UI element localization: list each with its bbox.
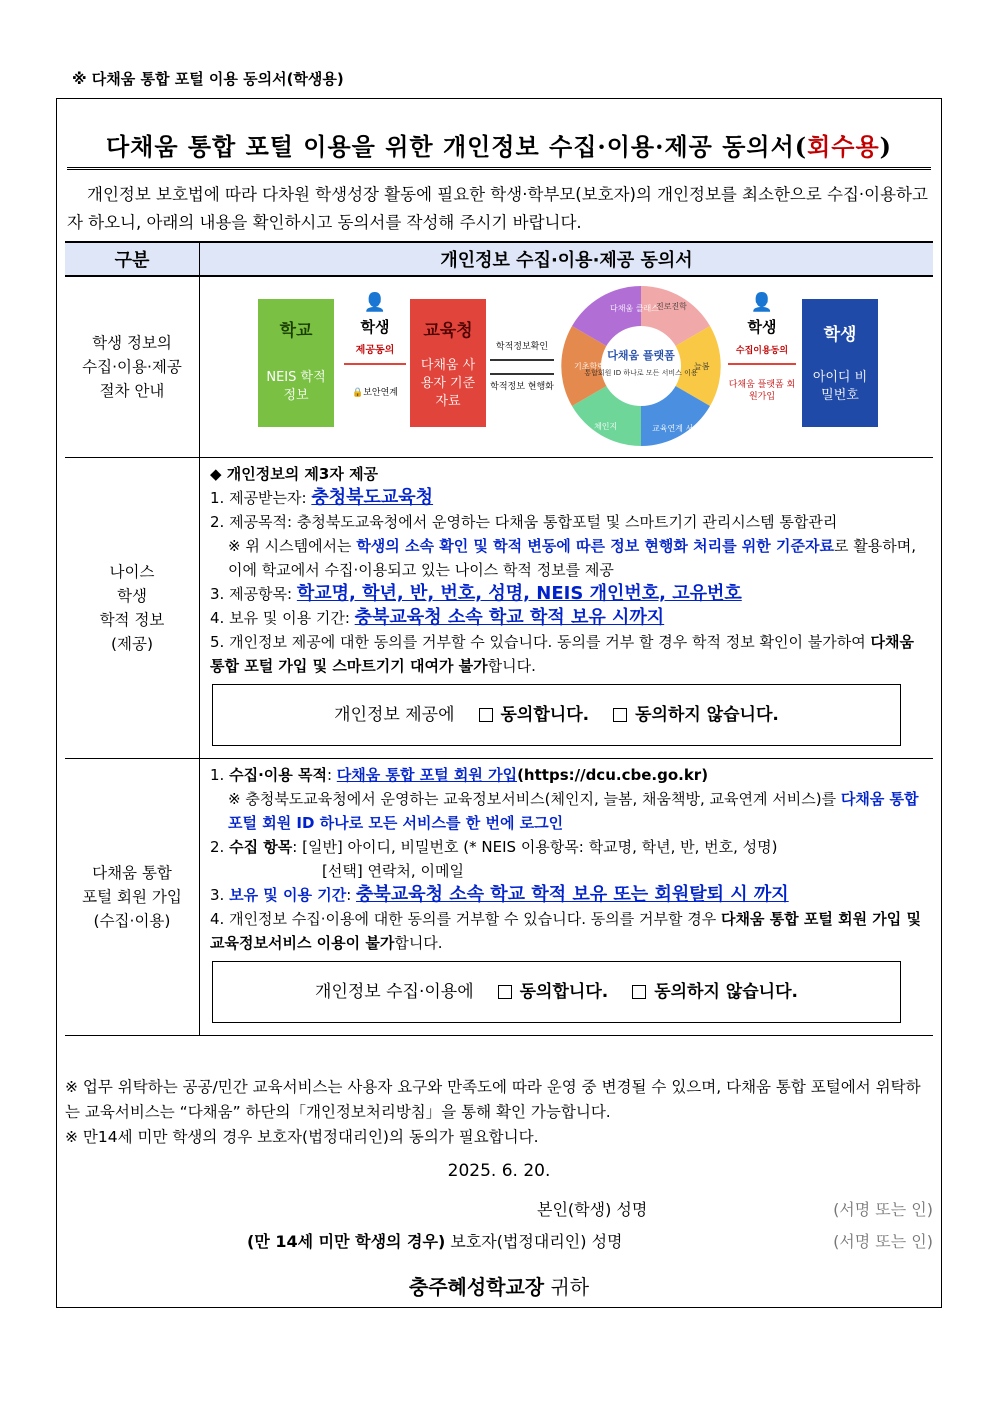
title-red: 회수용 [807, 132, 880, 161]
addressee: 충주혜성학교장 귀하 [408, 1275, 590, 1299]
svg-text:통합회원 ID 하나로 모든 서비스 이용: 통합회원 ID 하나로 모든 서비스 이용 [584, 369, 698, 377]
consent-form [56, 98, 942, 1308]
guardian-signature-line: (만 14세 미만 학생의 경우) 보호자(법정대리인) 성명 [247, 1232, 623, 1251]
svg-text:교육연계 서비스: 교육연계 서비스 [652, 424, 709, 433]
lock-icon: 🔒보안연계 [352, 388, 398, 398]
footnotes: ※ 업무 위탁하는 공공/민간 교육서비스는 사용자 요구와 만족도에 따라 운영 중 변경될 수 있으며, 다채움 통합 포털에서 위탁하는 교육서비스는 “다채움” 하단의「개인정보처리방침」을 통해 확인 가능합니다. ※ 만14세 미만 학생의 경우 보호자(법정대리인)의 동의가 필요합니다. [65, 1078, 921, 1146]
provision-disagree-checkbox[interactable]: 동의하지 않습니다. [613, 703, 779, 727]
row1-label: 학생 정보의 수집·이용·제공 절차 안내 [65, 276, 200, 458]
svg-text:다채움 클래스: 다채움 클래스 [610, 304, 659, 313]
svg-text:진로진학: 진로진학 [656, 302, 687, 311]
row2-label: 나이스 학생 학적 정보 (제공) [65, 458, 200, 759]
row3-label: 다채움 통합 포털 회원 가입 (수집·이용) [65, 759, 200, 1036]
collection-disagree-checkbox[interactable]: 동의하지 않습니다. [632, 980, 798, 1004]
svg-text:다채움 플랫폼: 다채움 플랫폼 [607, 349, 675, 362]
school-box: 학교 NEIS 학적정보 [258, 299, 334, 427]
intro-text: 개인정보 보호법에 따라 다차원 학생성장 활동에 필요한 학생·학부모(보호자)의 개인정보를 최소한으로 수집·이용하고자 하오니, 아래의 내용을 확인하시고 동의서를 작성해 주시기 바랍니다. [67, 185, 928, 232]
date: 2025. 6. 20. [447, 1161, 551, 1181]
student-consent-left: 👤 학생 제공동의 🔒보안연계 [344, 291, 406, 405]
collection-agree-checkbox[interactable]: 동의합니다. [498, 980, 609, 1004]
svg-text:늘봄: 늘봄 [694, 362, 710, 371]
student-consent-right: 👤 학생 수집이용동의 다채움 플랫폼 회원가입 [728, 292, 796, 402]
head-right: 개인정보 수집·이용·제공 동의서 [200, 242, 934, 276]
doc-title: 다채움 통합 포털 이용을 위한 개인정보 수집·이용·제공 동의서(회수용) [105, 132, 893, 161]
provision-agree-checkbox[interactable]: 동의합니다. [479, 703, 590, 727]
provision-consent-box: 개인정보 제공에 동의합니다. 동의하지 않습니다. [212, 684, 901, 746]
head-left: 구분 [65, 242, 200, 276]
procedure-diagram [200, 276, 934, 458]
student-signature-field[interactable]: (서명 또는 인) [833, 1200, 933, 1219]
collection-section: 1. 수집·이용 목적: 다채움 통합 포털 회원 가입(https://dcu.cbe.go.kr) ※ 충청북도교육청에서 운영하는 교육정보서비스(체인지, 늘봄, 채움책방, 교육연계 서비스)를 다채움 통합 포털 회원 ID 하나로 모든 서비스를 한 번에 로그인 2. 수집 항목: [일반] 아이디, 비밀번호 (* NEIS 이용항목: 학교명, 학년, 반, 번호, 성명) [선택] 연락처, 이메일 3. 보유 및 이용 기간: 충북교육청 소속 학교 학적 보유 또는 회원탈퇴 시 까지 4. 개인정보 수집·이용에 대한 동의를 거부할 수 있습니다. 동의를 거부할 경우 다채움 통합 포털 회원 가입 및 교육정보서비스 이용이 불가합니다. 개인정보 수집·이용에 동의합니다. 동의하지 않습니다. [200, 759, 934, 1036]
student-signature-line: 본인(학생) 성명 [537, 1200, 648, 1219]
verify-arrow: 학적정보확인 [490, 335, 554, 385]
consent-table [65, 241, 933, 1036]
provision-section: ◆ 개인정보의 제3자 제공 1. 제공받는자: 충청북도교육청 2. 제공목적: 충청북도교육청에서 운영하는 다채움 통합포털 및 스마트기기 관리시스템 통합관리 ※ 위 시스템에서는 학생의 소속 확인 및 학적 변동에 따른 정보 현행화 처리를 위한 기준자료로 활용하며, 이에 학교에서 수집·이용되고 있는 나이스 학적 정보를 제공 3. 제공항목: 학교명, 학년, 반, 번호, 성명, NEIS 개인번호, 고유번호 4. 보유 및 이용 기간: 충북교육청 소속 학교 학적 보유 시까지 5. 개인정보 제공에 대한 동의를 거부할 수 있습니다. 동의를 거부 할 경우 학적 정보 확인이 불가하여 다채움 통합 포털 가입 및 스마트기기 대여가 불가합니다. 개인정보 제공에 동의합니다. 동의하지 않습니다. [200, 458, 934, 759]
collection-consent-box: 개인정보 수집·이용에 동의합니다. 동의하지 않습니다. [212, 961, 901, 1023]
svg-text:기초학력: 기초학력 [574, 362, 605, 371]
person-icon: 👤 [750, 292, 774, 313]
svg-text:체인지: 체인지 [594, 422, 618, 431]
office-box: 교육청 다채움 사용자 기준자료 [410, 299, 486, 427]
update-arrow: 학적정보 현행화 [490, 373, 554, 399]
service-wheel [556, 281, 726, 451]
student-box: 학생 아이디 비밀번호 [802, 299, 878, 427]
title-divider [67, 167, 931, 170]
guardian-signature-field[interactable]: (서명 또는 인) [833, 1232, 933, 1251]
top-note: ※ 다채움 통합 포털 이용 동의서(학생용) [72, 70, 344, 88]
person-icon: 👤 [363, 292, 387, 313]
